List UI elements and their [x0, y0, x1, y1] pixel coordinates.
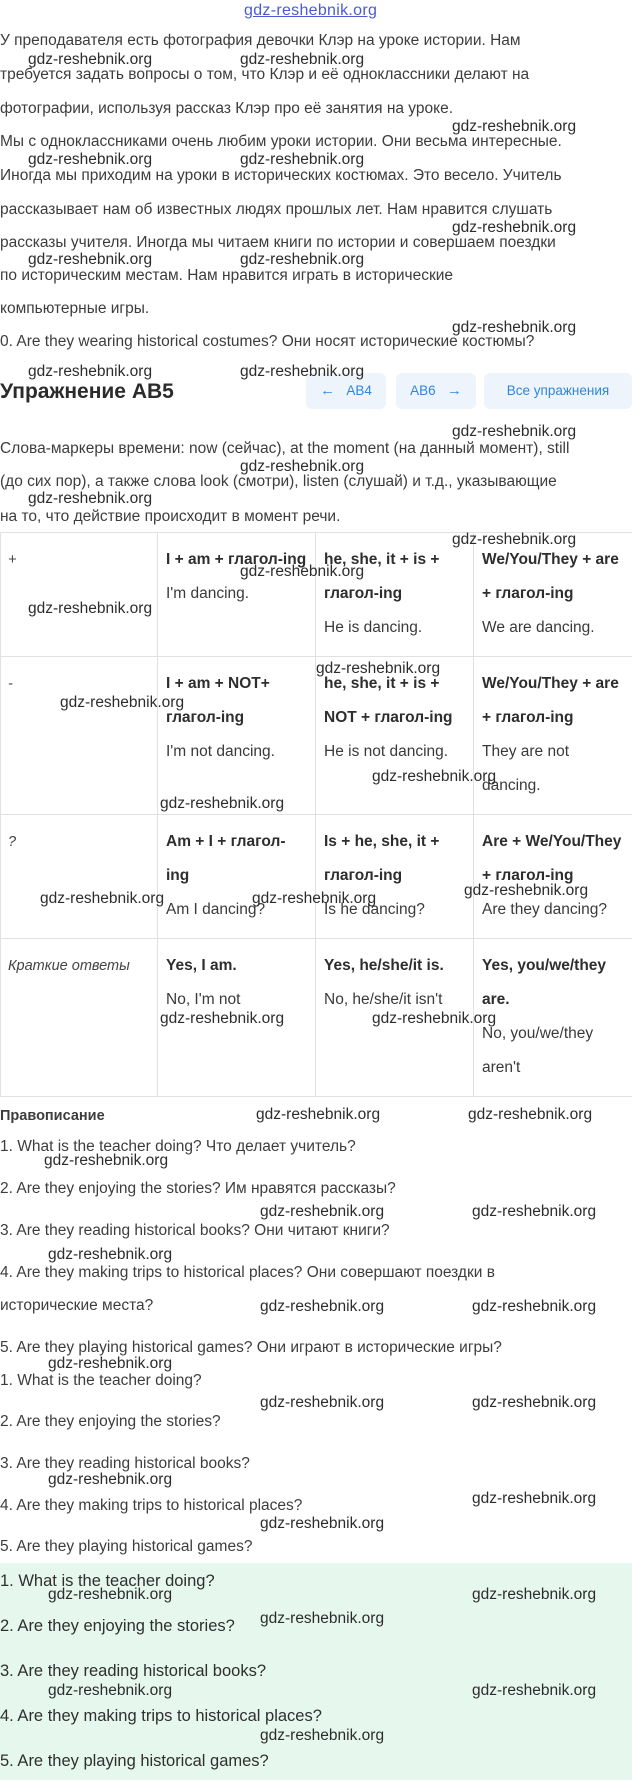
- watermark: gdz-reshebnik.org: [452, 319, 577, 336]
- watermark: gdz-reshebnik.org: [260, 1610, 385, 1627]
- table-cell: [158, 815, 316, 939]
- watermark: gdz-reshebnik.org: [372, 768, 497, 785]
- watermark: gdz-reshebnik.org: [48, 1246, 173, 1263]
- translated-question: 2. Are they enjoying the stories? Им нравятся рассказы?: [0, 1180, 396, 1197]
- watermark: gdz-reshebnik.org: [28, 51, 153, 68]
- watermark: gdz-reshebnik.org: [260, 1515, 385, 1532]
- cell-example: He is not dancing.: [324, 743, 449, 760]
- intro-line: по историческим местам. Нам нравится играть в исторические: [0, 267, 454, 284]
- cell-formula: Is + he, she, it + глагол-ing: [324, 833, 440, 884]
- watermark: gdz-reshebnik.org: [60, 694, 185, 711]
- site-header-link[interactable]: gdz-reshebnik.org: [244, 2, 378, 19]
- watermark: gdz-reshebnik.org: [472, 1394, 597, 1411]
- intro-line: Мы с одноклассниками очень любим уроки истории. Они весьма интересные.: [0, 133, 562, 150]
- watermark: gdz-reshebnik.org: [48, 1682, 173, 1699]
- watermark: gdz-reshebnik.org: [28, 600, 153, 617]
- intro-line: требуется задать вопросы о том, что Клэр и её одноклассники делают на: [0, 66, 530, 83]
- next-exercise-label: AB6: [410, 383, 436, 398]
- all-exercises-button[interactable]: Все упражнения: [484, 373, 632, 409]
- cell-example: We are dancing.: [482, 619, 595, 636]
- watermark: gdz-reshebnik.org: [240, 363, 365, 380]
- translated-question: 5. Are they playing historical games? Они играют в исторические игры?: [0, 1339, 502, 1356]
- cell-example: Are they dancing?: [482, 901, 607, 918]
- watermark: gdz-reshebnik.org: [48, 1355, 173, 1372]
- intro-line: рассказы учителя. Иногда мы читаем книги по истории и совершаем поездки: [0, 234, 556, 251]
- row-label: Краткие ответы: [1, 939, 158, 1097]
- translated-question: исторические места?: [0, 1297, 154, 1314]
- cell-example: No, I'm not: [166, 991, 241, 1008]
- table-cell: [158, 657, 316, 815]
- cell-example: No, he/she/it isn't: [324, 991, 443, 1008]
- spelling-heading: Правописание: [0, 1108, 105, 1124]
- watermark: gdz-reshebnik.org: [452, 531, 577, 548]
- row-label: -: [1, 657, 158, 815]
- watermark: gdz-reshebnik.org: [240, 51, 365, 68]
- watermark: gdz-reshebnik.org: [28, 490, 153, 507]
- arrow-left-icon: ←: [320, 382, 336, 399]
- row-label: ?: [1, 815, 158, 939]
- table-row: [1, 657, 632, 815]
- watermark: gdz-reshebnik.org: [48, 1471, 173, 1488]
- arrow-right-icon: →: [446, 382, 462, 399]
- watermark: gdz-reshebnik.org: [160, 795, 285, 812]
- cell-formula: Yes, he/she/it is.: [324, 957, 444, 974]
- answer-line: 3. Are they reading historical books?: [0, 1662, 266, 1680]
- cell-formula: he, she, it + is + NOT + глагол-ing: [324, 675, 453, 726]
- row-label: +: [1, 533, 158, 657]
- question: 3. Are they reading historical books?: [0, 1455, 250, 1472]
- cell-formula: Are + We/You/They + глагол-ing: [482, 833, 622, 884]
- cell-formula: he, she, it + is + глагол-ing: [324, 551, 440, 602]
- prev-exercise-label: AB4: [346, 383, 372, 398]
- cell-example: They are not dancing.: [482, 743, 570, 794]
- watermark: gdz-reshebnik.org: [260, 1727, 385, 1744]
- answer-line: 4. Are they making trips to historical places?: [0, 1707, 322, 1725]
- watermark: gdz-reshebnik.org: [472, 1586, 597, 1603]
- watermark: gdz-reshebnik.org: [464, 882, 589, 899]
- markers-line: (до сих пор), а также слова look (смотри), listen (слушай) и т.д., указывающие: [0, 473, 557, 490]
- cell-formula: Yes, you/we/they are.: [482, 957, 607, 1008]
- watermark: gdz-reshebnik.org: [372, 1010, 497, 1027]
- intro-line: компьютерные игры.: [0, 300, 150, 317]
- cell-formula: I + am + NOT+ глагол-ing: [166, 675, 270, 726]
- next-exercise-button[interactable]: [396, 373, 476, 409]
- watermark: gdz-reshebnik.org: [160, 1010, 285, 1027]
- translated-question: 4. Are they making trips to historical places? Они совершают поездки в: [0, 1264, 495, 1281]
- table-row: [1, 533, 632, 657]
- cell-example: No, you/we/they aren't: [482, 1025, 594, 1076]
- watermark: gdz-reshebnik.org: [28, 363, 153, 380]
- translated-question: 1. What is the teacher doing? Что делает учитель?: [0, 1138, 356, 1155]
- watermark: gdz-reshebnik.org: [240, 251, 365, 268]
- table-cell: [316, 657, 474, 815]
- markers-line: на то, что действие происходит в момент речи.: [0, 508, 341, 525]
- cell-example: Am I dancing?: [166, 901, 266, 918]
- cell-example: I'm not dancing.: [166, 743, 275, 760]
- answer-line: 2. Are they enjoying the stories?: [0, 1617, 235, 1635]
- table-cell: [474, 657, 632, 815]
- watermark: gdz-reshebnik.org: [452, 219, 577, 236]
- question: 1. What is the teacher doing?: [0, 1372, 202, 1389]
- watermark: gdz-reshebnik.org: [260, 1394, 385, 1411]
- watermark: gdz-reshebnik.org: [472, 1203, 597, 1220]
- intro-line: рассказывает нам об известных людях прошлых лет. Нам нравится слушать: [0, 201, 553, 218]
- table-cell: [474, 939, 632, 1097]
- intro-line: У преподавателя есть фотография девочки Клэр на уроке истории. Нам: [0, 32, 521, 49]
- intro-line: фотографии, используя рассказ Клэр про её занятия на уроке.: [0, 100, 454, 117]
- intro-example: 0. Are they wearing historical costumes? Они носят исторические костюмы?: [0, 333, 535, 350]
- watermark: gdz-reshebnik.org: [240, 563, 365, 580]
- watermark: gdz-reshebnik.org: [260, 1298, 385, 1315]
- table-cell: [474, 815, 632, 939]
- table-cell: [316, 815, 474, 939]
- watermark: gdz-reshebnik.org: [472, 1490, 597, 1507]
- watermark: gdz-reshebnik.org: [452, 118, 577, 135]
- table-row: [1, 815, 632, 939]
- watermark: gdz-reshebnik.org: [240, 151, 365, 168]
- exercise-title: Упражнение AB5: [0, 380, 174, 403]
- watermark: gdz-reshebnik.org: [28, 251, 153, 268]
- table-row: [1, 939, 632, 1097]
- cell-formula: Am + I + глагол-ing: [166, 833, 286, 884]
- watermark: gdz-reshebnik.org: [452, 423, 577, 440]
- watermark: gdz-reshebnik.org: [472, 1682, 597, 1699]
- watermark: gdz-reshebnik.org: [252, 890, 377, 907]
- cell-example: Is he dancing?: [324, 901, 425, 918]
- cell-formula: We/You/They + are + глагол-ing: [482, 551, 619, 602]
- question: 5. Are they playing historical games?: [0, 1538, 253, 1555]
- watermark: gdz-reshebnik.org: [240, 458, 365, 475]
- cell-example: He is dancing.: [324, 619, 423, 636]
- cell-example: I'm dancing.: [166, 585, 250, 602]
- cell-formula: Yes, I am.: [166, 957, 237, 974]
- watermark: gdz-reshebnik.org: [40, 890, 165, 907]
- table-cell: [316, 533, 474, 657]
- watermark: gdz-reshebnik.org: [472, 1298, 597, 1315]
- watermark: gdz-reshebnik.org: [260, 1203, 385, 1220]
- question: 2. Are they enjoying the stories?: [0, 1413, 221, 1430]
- table-cell: [158, 533, 316, 657]
- answer-line: 1. What is the teacher doing?: [0, 1572, 215, 1590]
- watermark: gdz-reshebnik.org: [256, 1106, 381, 1123]
- cell-formula: We/You/They + are + глагол-ing: [482, 675, 619, 726]
- watermark: gdz-reshebnik.org: [44, 1152, 169, 1169]
- question: 4. Are they making trips to historical places?: [0, 1497, 303, 1514]
- cell-formula: I + am + глагол-ing: [166, 551, 307, 568]
- markers-line: Слова-маркеры времени: now (сейчас), at the moment (на данный момент), still: [0, 440, 570, 457]
- translated-question: 3. Are they reading historical books? Они читают книги?: [0, 1222, 390, 1239]
- watermark: gdz-reshebnik.org: [48, 1586, 173, 1603]
- intro-line: Иногда мы приходим на уроки в исторических костюмах. Это весело. Учитель: [0, 167, 562, 184]
- answer-line: 5. Are they playing historical games?: [0, 1752, 269, 1770]
- watermark: gdz-reshebnik.org: [468, 1106, 593, 1123]
- watermark: gdz-reshebnik.org: [28, 151, 153, 168]
- watermark: gdz-reshebnik.org: [316, 660, 441, 677]
- table-cell: [474, 533, 632, 657]
